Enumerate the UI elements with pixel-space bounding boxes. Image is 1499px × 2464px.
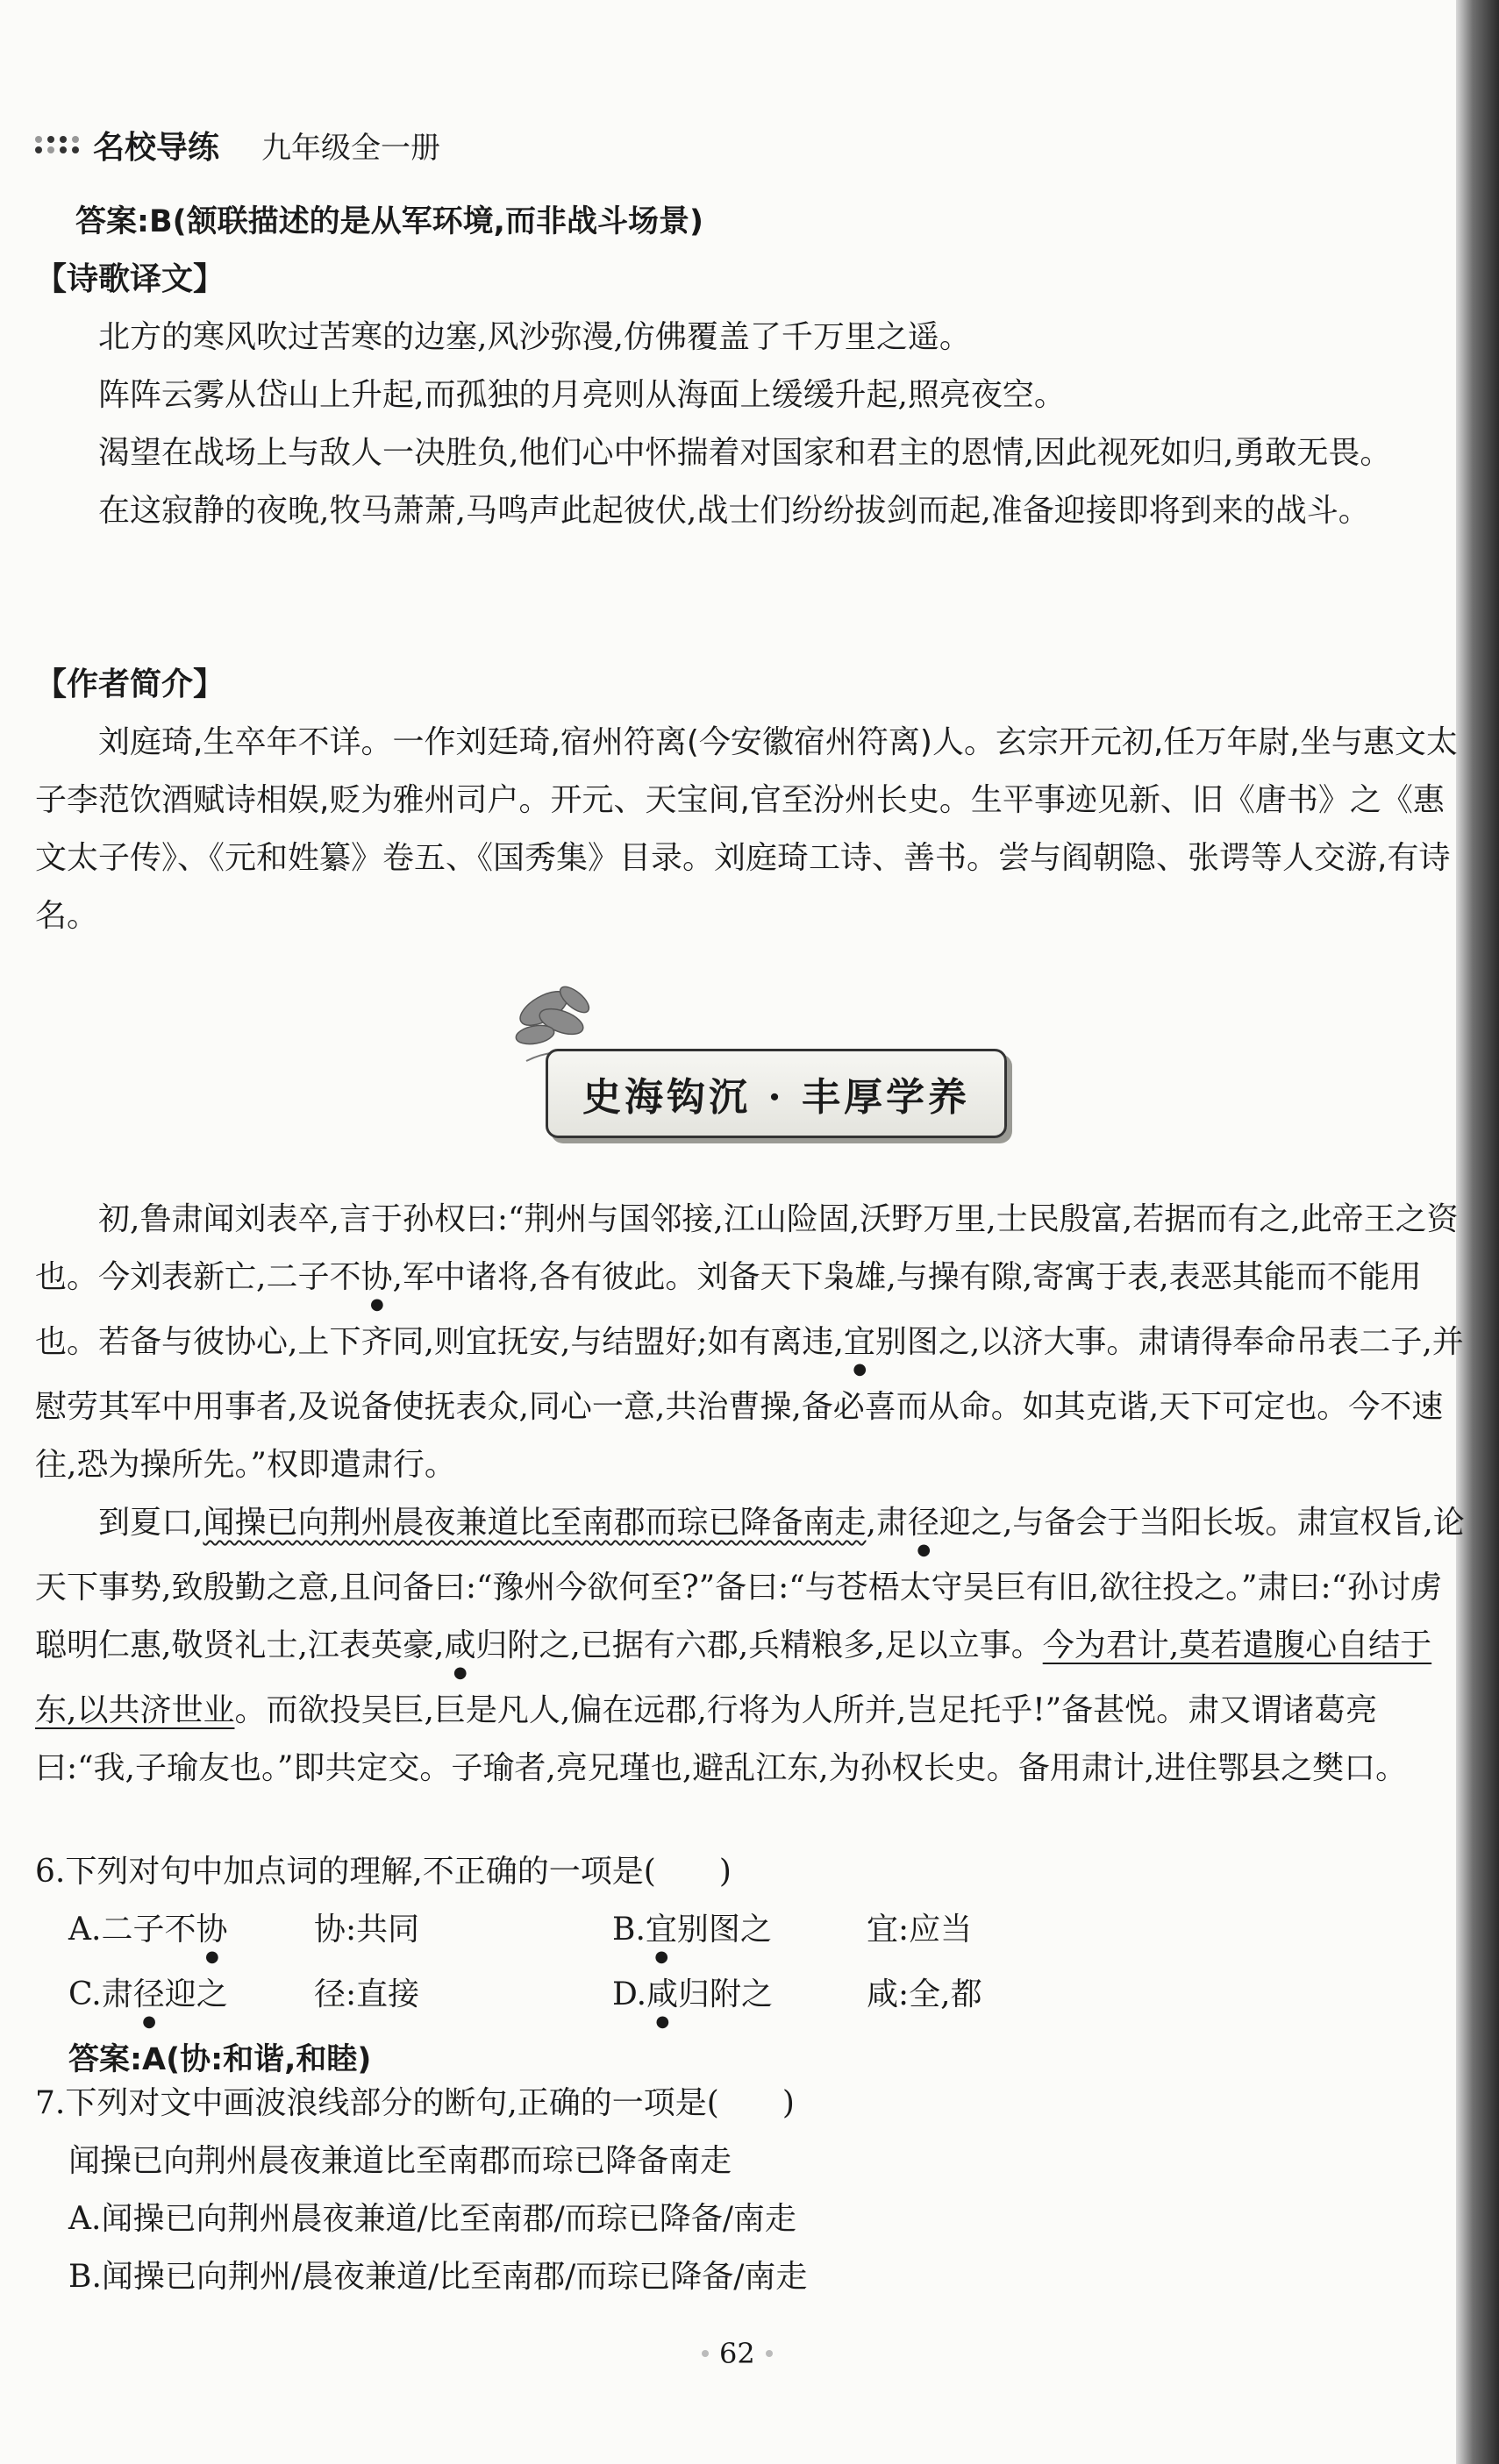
dotted-word: 咸: [646, 1976, 679, 2012]
passage: [35, 1191, 1465, 1798]
author-section: [35, 656, 1465, 945]
text-run: 别图之,以济大事。肃请得奉命吊表二子,并慰劳其军中用事者,及说备使抚表众,同心一意,共治曹操,备必喜而从命。如其克谐,天下可定也。今不速往,恐为操所先。”权即遣肃行。: [35, 1324, 1464, 1483]
text-run: ,军中诸将,各有彼此。刘备天下枭雄,与操有隙,寄寓于表,表恶其能而不能用也。若备与彼协心,上下齐同,则宜抚安,与结盟好;如有离违,: [35, 1259, 1422, 1360]
dotted-word: 协: [360, 1259, 393, 1295]
dots-icon: [35, 136, 81, 153]
dot-icon: [766, 2350, 773, 2357]
q6-stem: 6.下列对句中加点词的理解,不正确的一项是( ): [35, 1854, 732, 1890]
q6-option-c: [68, 1966, 314, 2031]
author-heading: 【作者简介】: [35, 666, 225, 702]
q6-option-d: [612, 1966, 867, 2031]
q6-option-a: [68, 1901, 314, 1966]
q7-original: 闻操已向荆州晨夜兼道比至南郡而琮已降备南走: [68, 2143, 732, 2179]
q7-option-b: B.闻操已向荆州/晨夜兼道/比至南郡/而琮已降备/南走: [68, 2259, 808, 2295]
q6-option-b: [612, 1901, 867, 1966]
text-run: 归附之,已据有六郡,兵精粮多,足以立事。: [475, 1627, 1043, 1663]
text-run: 迎之: [164, 1976, 228, 2012]
text-run: 。而欲投吴巨,巨是凡人,偏在远郡,行将为人所并,岂足托乎!”备甚悦。肃又谓诸葛亮曰:“我,子瑜友也。”即共定交。子瑜者,亮兄瑾也,避乱江东,为孙权长史。备用肃计,进住鄂县之樊口。: [35, 1692, 1408, 1786]
q6-answer: 答案:A(协:和谐,和睦): [68, 2042, 372, 2077]
passage-p2: [35, 1494, 1465, 1798]
passage-p1: [35, 1191, 1465, 1494]
text-run: D.: [612, 1976, 647, 2012]
wavy-underlined-text: 闻操已向荆州晨夜兼道比至南郡而琮已降备南走: [203, 1505, 867, 1541]
q6-options-row1: [35, 1901, 1447, 1966]
banner-title: 史海钩沉 · 丰厚学养: [546, 1049, 1007, 1138]
grade-label: 九年级全一册: [261, 130, 441, 166]
translation-p3: 渴望在战场上与敌人一决胜负,他们心中怀揣着对国家和君主的恩情,因此视死如归,勇敢无畏。: [98, 435, 1392, 471]
q6-options-row2: [35, 1966, 1447, 2031]
dotted-word: 咸: [444, 1627, 476, 1663]
translation-p2: 阵阵云雾从岱山上升起,而孤独的月亮则从海面上缓缓升起,照亮夜空。: [98, 377, 1066, 413]
text-run: C.肃: [68, 1976, 133, 2012]
page-number-text: 62: [719, 2337, 755, 2370]
answer-5: [35, 193, 1482, 251]
text-run: 迎之,与备会于当阳长坂。肃宣权旨,论天下事势,致殷勤之意,且问备曰:“豫州今欲何至?”备曰:“与苍梧太守吴巨有旧,欲往投之。”肃曰:“孙讨虏聪明仁惠,敬贤礼士,江表英豪,: [35, 1505, 1465, 1663]
text-run: 归附之: [678, 1976, 774, 2012]
text-run: 到夏口,: [98, 1505, 203, 1541]
text-run: 初,鲁肃闻刘表卒,言于孙权曰:“荆州与国邻接,江山险固,沃野万里,士民殷富,若据而有之,此帝王之资也。今刘表新亡,二子不: [35, 1201, 1459, 1295]
q6-gloss-b: 宜:应当: [867, 1912, 973, 1948]
translation-p1: 北方的寒风吹过苦寒的边塞,风沙弥漫,仿佛覆盖了千万里之遥。: [98, 319, 971, 355]
brand-title: 名校导练: [93, 129, 220, 166]
underlined-text: 今为君计,莫若遣腹心自结于东,以共济世业: [35, 1627, 1432, 1728]
question-7: [35, 2075, 1447, 2306]
q6-gloss-c: 径:直接: [314, 1976, 420, 2012]
q6-gloss-a: 协:共同: [314, 1912, 420, 1948]
dot-icon: [702, 2350, 709, 2357]
q7-stem: 7.下列对文中画波浪线部分的断句,正确的一项是( ): [35, 2085, 795, 2121]
section-banner: [491, 965, 1035, 1166]
text-run: ,肃: [866, 1505, 908, 1541]
author-p1: 刘庭琦,生卒年不详。一作刘廷琦,宿州符离(今安徽宿州符离)人。玄宗开元初,任万年尉,坐与惠文太子李范饮酒赋诗相娱,贬为雅州司户。开元、天宝间,官至汾州长史。生平事迹见新、旧《唐书》之《惠文太子传》、《元和姓纂》卷五、《国秀集》目录。刘庭琦工诗、善书。尝与阎朝隐、张谔等人交游,有诗名。: [35, 724, 1458, 934]
dotted-word: 宜: [843, 1324, 875, 1360]
dotted-word: 径: [132, 1976, 165, 2012]
text-run: B.: [612, 1912, 646, 1948]
dotted-word: 径: [907, 1505, 939, 1541]
text-run: A.二子不: [68, 1912, 196, 1948]
q7-option-a: A.闻操已向荆州晨夜兼道/比至南郡/而琮已降备/南走: [68, 2201, 796, 2237]
page-header: [35, 118, 440, 171]
text-run: 别图之: [676, 1912, 772, 1948]
dotted-word: 协: [196, 1912, 228, 1948]
answer-text: 答案:B(颔联描述的是从军环境,而非战斗场景): [75, 204, 703, 239]
page-number: [702, 2337, 773, 2370]
q6-gloss-d: 咸:全,都: [867, 1976, 982, 2012]
translation-heading: 【诗歌译文】: [35, 261, 225, 297]
translation-section: [35, 251, 1465, 540]
dotted-word: 宜: [645, 1912, 677, 1948]
question-6: [35, 1843, 1447, 2089]
translation-p4: 在这寂静的夜晚,牧马萧萧,马鸣声此起彼伏,战士们纷纷拔剑而起,准备迎接即将到来的战斗。: [98, 493, 1370, 529]
